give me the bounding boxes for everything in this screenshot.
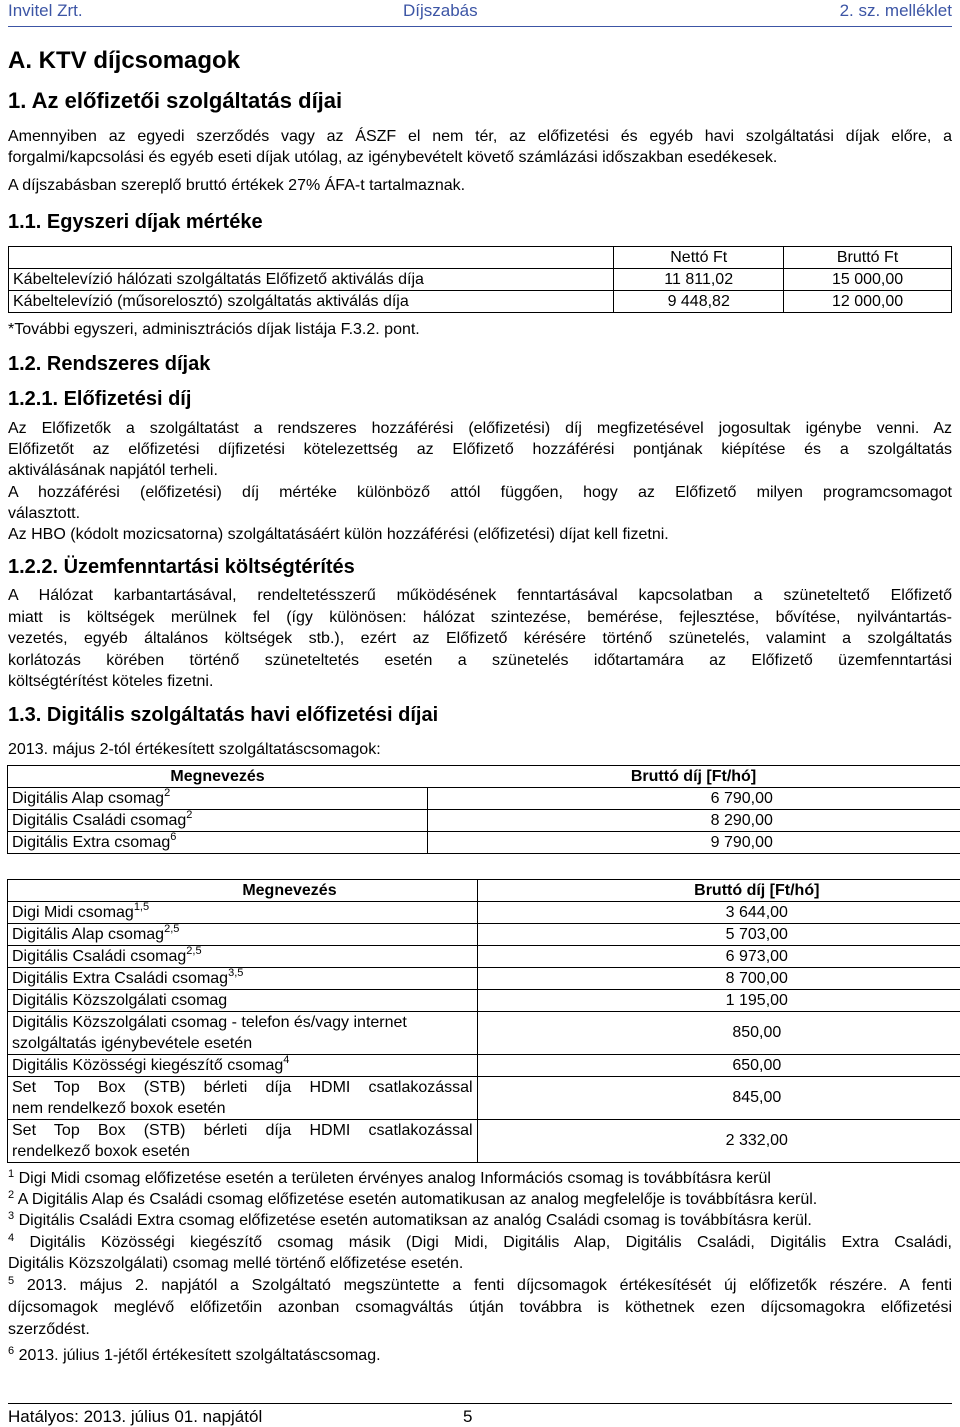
table-row — [8, 1055, 960, 1077]
package-price: 1 195,00 — [477, 990, 960, 1012]
s121-line1: Az Előfizetők a szolgáltatást a rendszeres hozzáférési (előfizetési) díj megfizetésével jogosultak igénybe venni. Az — [8, 418, 952, 439]
col-name: Megnevezés — [8, 880, 478, 902]
package-name: Digi Midi csomag$^{1,5}$ — [8, 902, 478, 924]
one-time-fees-note: *További egyszeri, adminisztrációs díjak listája F.3.2. pont. — [8, 319, 420, 340]
header-attachment: 2. sz. melléklet — [840, 1, 952, 21]
package-price: 6 973,00 — [477, 946, 960, 968]
col-net: Nettó Ft — [614, 247, 784, 269]
package-price: 9 790,00 — [427, 832, 960, 854]
footnote-3: $^3$ Digitális Családi Extra csomag előfizetése esetén automatiksan az analóg Családi csomag is továbbításra kerül. — [8, 1211, 812, 1230]
package-name: Digitális Közösségi kiegészítő csomag$^4$ — [8, 1055, 478, 1077]
section-1-1-heading: 1.1. Egyszeri díjak mértéke — [8, 211, 263, 234]
col-gross: Bruttó Ft — [784, 247, 952, 269]
section-1-3-heading: 1.3. Digitális szolgáltatás havi előfizetési díjai — [8, 704, 438, 727]
footnote-5b: díjcsomagok meglévő előfizetőin azonban csomagváltás útján továbbra is köthetnek ezen díjcsomagokra előfizetési — [8, 1298, 952, 1317]
digital-packages-table — [7, 765, 960, 854]
header-rule — [8, 26, 952, 27]
footer-rule — [8, 1403, 952, 1404]
table-row — [8, 1077, 960, 1120]
section-1-2-2-heading: 1.2.2. Üzemfenntartási költségtérítés — [8, 556, 355, 579]
table-row — [8, 832, 960, 854]
s122-line3: vezetés, egyéb általános költségek stb.), ezért az Előfizető kérésére történő szünetelés, valamint a szolgáltatás — [8, 628, 952, 649]
table-row — [8, 810, 960, 832]
s122-line4: korlátozás körében történő szüneteltetés esetén a szünetelés időtartamára az Előfizető üzemfenntartási — [8, 650, 952, 671]
s121-line6: Az HBO (kódolt mozicsatorna) szolgáltatásáért külön hozzáférési (előfizetési) díjat kell fizetni. — [8, 524, 669, 545]
fee-name: Kábeltelevízió (műsorelosztó) szolgáltatás aktiválás díja — [9, 291, 614, 313]
table-row — [8, 924, 960, 946]
fee-net: 11 811,02 — [614, 269, 784, 291]
col-name: Megnevezés — [8, 766, 428, 788]
package-price: 3 644,00 — [477, 902, 960, 924]
s121-line4: A hozzáférési (előfizetési) díj mértéke különböző attól függően, hogy az Előfizető milyen programcsomagot — [8, 482, 952, 503]
footnote-2: $^2$ A Digitális Alap és Családi csomag előfizetése esetén automatikusan az analog megfelelője is továbbításra kerül. — [8, 1190, 817, 1209]
table-header-row — [8, 880, 960, 902]
table-row — [9, 269, 952, 291]
section-1-para2: A díjszabásban szereplő bruttó értékek 27% ÁFA-t tartalmaznak. — [8, 175, 465, 196]
package-price: 850,00 — [477, 1012, 960, 1055]
package-name: Digitális Extra csomag$^6$ — [8, 832, 428, 854]
header-doc-title: Díjszabás — [403, 1, 478, 21]
fee-name: Kábeltelevízió hálózati szolgáltatás Előfizető aktiválás díja — [9, 269, 614, 291]
section-1-para1-line1: Amennyiben az egyedi szerződés vagy az ÁSZF el nem tér, az előfizetési és egyéb havi szolgáltatási díjak előre, a — [8, 126, 952, 147]
section-1-heading: 1. Az előfizetői szolgáltatás díjai — [8, 88, 342, 114]
package-price: 8 290,00 — [427, 810, 960, 832]
s13-intro: 2013. május 2-tól értékesített szolgáltatáscsomagok: — [8, 739, 381, 760]
footnote-4a: $^4$ Digitális Közösségi kiegészítő csomag másik (Digi Midi, Digitális Alap, Digitális Családi, Digitális Extra Családi, — [8, 1233, 952, 1252]
package-name: Digitális Alap csomag$^2$ — [8, 788, 428, 810]
package-name: Digitális Közszolgálati csomag - telefon és/vagy internet szolgáltatás igénybevétele esetén — [8, 1012, 478, 1055]
header-company: Invitel Zrt. — [8, 1, 83, 21]
table-row — [8, 946, 960, 968]
footnote-5c: szerződést. — [8, 1320, 90, 1339]
table-row — [8, 788, 960, 810]
legacy-packages-table — [7, 879, 960, 1163]
footnote-5a: $^5$ 2013. május 2. napjától a Szolgáltató megszüntette a fenti díjcsomagok értékesítését új előfizetők részére. A fenti — [8, 1276, 952, 1295]
fee-gross: 15 000,00 — [784, 269, 952, 291]
s121-line5: választott. — [8, 503, 80, 524]
package-name: Digitális Közszolgálati csomag — [8, 990, 478, 1012]
col-price: Bruttó díj [Ft/hó] — [427, 766, 960, 788]
footnote-6: $^6$ 2013. július 1-jétől értékesített szolgáltatáscsomag. — [8, 1346, 381, 1365]
col-price: Bruttó díj [Ft/hó] — [477, 880, 960, 902]
table-row — [8, 902, 960, 924]
package-price: 6 790,00 — [427, 788, 960, 810]
table-row — [8, 968, 960, 990]
table-row — [8, 1012, 960, 1055]
footnote-4b: Digitális Közszolgálati) csomag mellé történő előfizetése esetén. — [8, 1254, 463, 1273]
package-price: 2 332,00 — [477, 1120, 960, 1163]
table-header-row — [8, 766, 960, 788]
section-1-para1-line2: forgalmi/kapcsolási és egyéb eseti díjak utólag, az igénybevételt követő számlázási időszakban esedékesek. — [8, 147, 777, 168]
s121-line2: Előfizetőt az előfizetési díjfizetési kötelezettség az Előfizető hozzáférési pontjának kiépítése és a szolgáltatás — [8, 439, 952, 460]
s122-line5: költségtérítést köteles fizetni. — [8, 671, 213, 692]
package-name: Digitális Családi csomag$^2$ — [8, 810, 428, 832]
package-price: 845,00 — [477, 1077, 960, 1120]
section-1-2-1-heading: 1.2.1. Előfizetési díj — [8, 388, 191, 411]
package-name: Set Top Box (STB) bérleti díja HDMI csatlakozással rendelkező boxok esetén — [8, 1120, 478, 1163]
package-name: Set Top Box (STB) bérleti díja HDMI csatlakozással nem rendelkező boxok esetén — [8, 1077, 478, 1120]
footer-effective-date: Hatályos: 2013. július 01. napjától — [8, 1407, 262, 1427]
fee-net: 9 448,82 — [614, 291, 784, 313]
footer-page-number: 5 — [463, 1407, 472, 1427]
s121-line3: aktiválásának napjától terheli. — [8, 460, 218, 481]
footnote-1: $^1$ Digi Midi csomag előfizetése esetén a területen érvényes analog Információs csomag is továbbításra kerül — [8, 1169, 771, 1188]
table-row — [8, 990, 960, 1012]
package-name: Digitális Családi csomag$^{2,5}$ — [8, 946, 478, 968]
page-header — [8, 0, 952, 26]
package-price: 650,00 — [477, 1055, 960, 1077]
fee-gross: 12 000,00 — [784, 291, 952, 313]
package-price: 5 703,00 — [477, 924, 960, 946]
package-price: 8 700,00 — [477, 968, 960, 990]
table-row — [8, 1120, 960, 1163]
page-title: A. KTV díjcsomagok — [8, 47, 240, 75]
package-name: Digitális Extra Családi csomag$^{3,5}$ — [8, 968, 478, 990]
table-header-row — [9, 247, 952, 269]
table-row — [9, 291, 952, 313]
s122-line2: miatt is költségek merülnek fel (így különösen: hálózat szintezése, bemérése, fejlesztése, bővítése, nyilvántartás- — [8, 607, 952, 628]
one-time-fees-table — [8, 246, 952, 313]
s122-line1: A Hálózat karbantartásával, rendeltetésszerű működésének fenntartásával kapcsolatban a szüneteltető Előfizető — [8, 585, 952, 606]
package-name: Digitális Alap csomag$^{2,5}$ — [8, 924, 478, 946]
section-1-2-heading: 1.2. Rendszeres díjak — [8, 353, 210, 376]
